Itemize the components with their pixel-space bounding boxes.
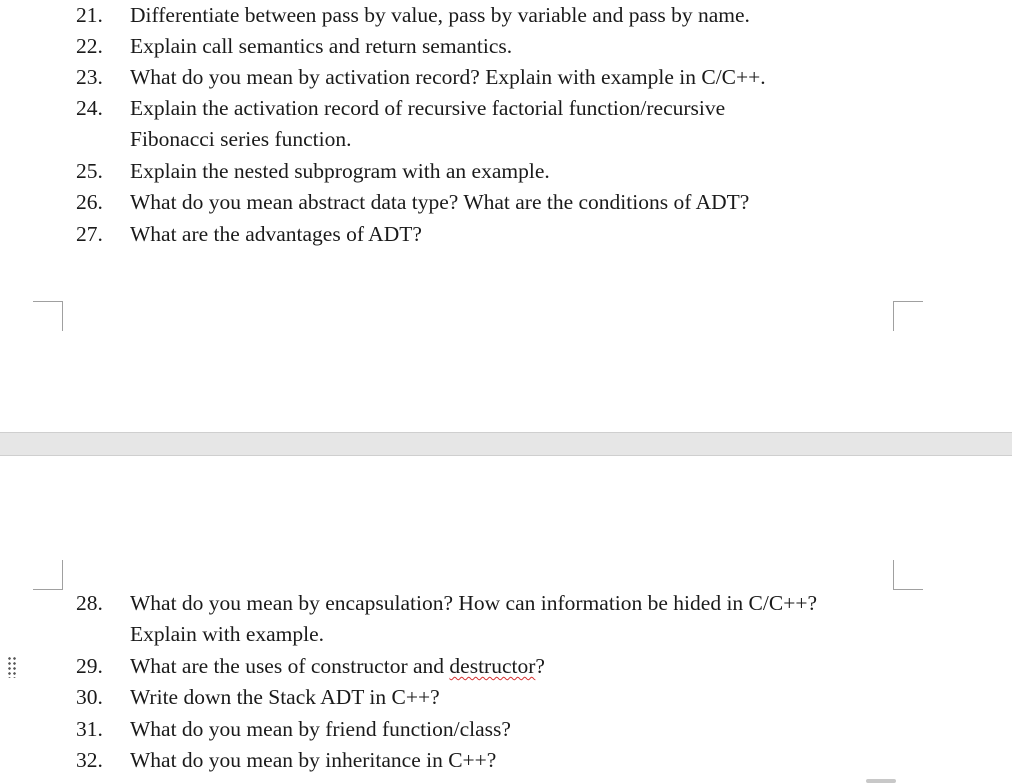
list-item[interactable] [76, 682, 896, 713]
list-item[interactable] [76, 31, 896, 62]
margin-corner-top-right [893, 560, 923, 590]
list-item-text [130, 651, 896, 682]
list-number: 24. [76, 96, 103, 120]
list-item-text-part: What are the uses of constructor and [130, 654, 450, 678]
list-item[interactable] [76, 651, 896, 682]
list-number: 25. [76, 159, 103, 183]
list-item-text: What are the advantages of ADT? [130, 222, 422, 246]
list-number: 27. [76, 222, 103, 246]
list-item-text-continued: Fibonacci series function. [130, 127, 352, 151]
list-item[interactable] [76, 745, 896, 776]
list-item-text: What do you mean by encapsulation? How can information be hided in C/C++? [130, 591, 817, 615]
list-item-text-part: ? [535, 654, 545, 678]
drag-handle-icon[interactable] [7, 656, 17, 678]
list-item-text: Differentiate between pass by value, pass by variable and pass by name. [130, 3, 750, 27]
list-item[interactable] [76, 93, 896, 155]
list-item-text-continued: Explain with example. [130, 622, 325, 646]
list-number: 21. [76, 3, 103, 27]
page-separator [0, 432, 1012, 456]
list-item[interactable] [76, 714, 896, 745]
list-item-text: What do you mean by inheritance in C++? [130, 748, 497, 772]
list-number: 29. [76, 654, 103, 678]
margin-corner-top-left [33, 560, 63, 590]
list-item-text: Explain call semantics and return semantics. [130, 34, 513, 58]
list-item[interactable] [76, 187, 896, 218]
list-item[interactable] [76, 219, 896, 250]
list-item-text: What do you mean abstract data type? What are the conditions of ADT? [130, 190, 750, 214]
list-number: 31. [76, 717, 103, 741]
list-item-text: Explain the nested subprogram with an example. [130, 159, 550, 183]
list-item[interactable] [76, 588, 896, 650]
horizontal-scrollbar-thumb[interactable] [866, 779, 896, 783]
list-number: 23. [76, 65, 103, 89]
list-number: 22. [76, 34, 103, 58]
list-item[interactable] [76, 62, 896, 93]
list-item-text: Explain the activation record of recursive factorial function/recursive [130, 96, 726, 120]
list-item-text: What do you mean by activation record? Explain with example in C/C++. [130, 65, 766, 89]
list-number: 28. [76, 591, 103, 615]
list-item-text: Write down the Stack ADT in C++? [130, 685, 440, 709]
list-number: 32. [76, 748, 103, 772]
spellcheck-flagged-word[interactable]: destructor [449, 654, 536, 678]
list-item[interactable] [76, 0, 896, 31]
margin-corner-bottom-left [33, 301, 63, 331]
margin-corner-bottom-right [893, 301, 923, 331]
list-number: 26. [76, 190, 103, 214]
list-item-text: What do you mean by friend function/class? [130, 717, 511, 741]
list-item[interactable] [76, 156, 896, 187]
list-number: 30. [76, 685, 103, 709]
